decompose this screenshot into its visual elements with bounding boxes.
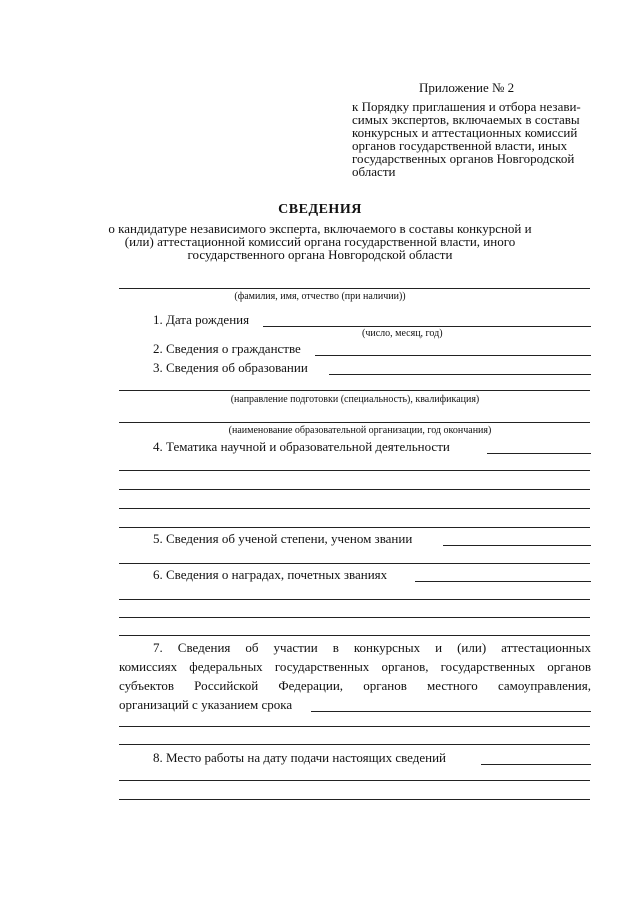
citizenship-label: 2. Сведения о гражданстве xyxy=(153,341,301,356)
degree-label: 5. Сведения об ученой степени, ученом звании xyxy=(153,531,413,546)
appendix-title: Приложение № 2 xyxy=(419,80,515,95)
birth-label: 1. Дата рождения xyxy=(153,312,250,327)
workplace-line-2 xyxy=(119,799,590,800)
document-title: СВЕДЕНИЯ xyxy=(278,202,362,217)
workplace-label: 8. Место работы на дату подачи настоящих сведений xyxy=(153,750,447,765)
commissions-line-inline xyxy=(311,711,591,712)
education-label: 3. Сведения об образовании xyxy=(153,360,308,375)
appendix-line-1: к Порядку приглашения и отбора незави- xyxy=(352,99,581,114)
education-line xyxy=(329,374,591,375)
awards-line-inline xyxy=(415,581,591,582)
heading-line-2: (или) аттестационной комиссий органа государственной власти, иного xyxy=(124,234,516,249)
birth-line xyxy=(263,326,591,327)
fio-caption: (фамилия, имя, отчество (при наличии)) xyxy=(234,291,406,302)
specialty-caption: (направление подготовки (специальность), квалификация) xyxy=(230,394,480,405)
commissions-blank-1 xyxy=(119,726,590,727)
degree-line-1 xyxy=(119,563,590,564)
commissions-line-1: 7. Сведения об участии в конкурсных и (или) аттестационных xyxy=(153,640,591,655)
awards-line-1 xyxy=(119,599,590,600)
awards-line-2 xyxy=(119,617,590,618)
commissions-line-4: организаций с указанием срока xyxy=(119,697,293,712)
commissions-blank-2 xyxy=(119,744,590,745)
workplace-line-inline xyxy=(481,764,591,765)
appendix-line-2: симых экспертов, включаемых в составы xyxy=(352,112,580,127)
topics-label: 4. Тематика научной и образовательной деятельности xyxy=(153,439,450,454)
topics-line-3 xyxy=(119,508,590,509)
appendix-line-3: конкурсных и аттестационных комиссий xyxy=(352,125,578,140)
specialty-line xyxy=(119,390,590,391)
org-caption: (наименование образовательной организации, год окончания) xyxy=(228,425,492,436)
heading-line-1: о кандидатуре независимого эксперта, включаемого в составы конкурсной и xyxy=(108,221,532,236)
appendix-line-4: органов государственной власти, иных xyxy=(352,138,568,153)
topics-line-4 xyxy=(119,527,590,528)
heading-line-3: государственного органа Новгородской области xyxy=(187,247,453,262)
citizenship-line xyxy=(315,355,591,356)
org-line xyxy=(119,422,590,423)
topics-line-inline xyxy=(487,453,591,454)
appendix-line-6: области xyxy=(352,164,396,179)
commissions-line-3: субъектов Российской Федерации, органов местного самоуправления, xyxy=(119,678,591,693)
awards-line-3 xyxy=(119,635,590,636)
awards-label: 6. Сведения о наградах, почетных званиях xyxy=(153,567,388,582)
appendix-line-5: государственных органов Новгородской xyxy=(352,151,575,166)
workplace-line-1 xyxy=(119,780,590,781)
commissions-line-2: комиссиях федеральных государственных органов, государственных органов xyxy=(119,659,591,674)
fio-line xyxy=(119,288,590,289)
topics-line-2 xyxy=(119,489,590,490)
degree-line-inline xyxy=(443,545,591,546)
birth-caption: (число, месяц, год) xyxy=(362,328,443,339)
topics-line-1 xyxy=(119,470,590,471)
